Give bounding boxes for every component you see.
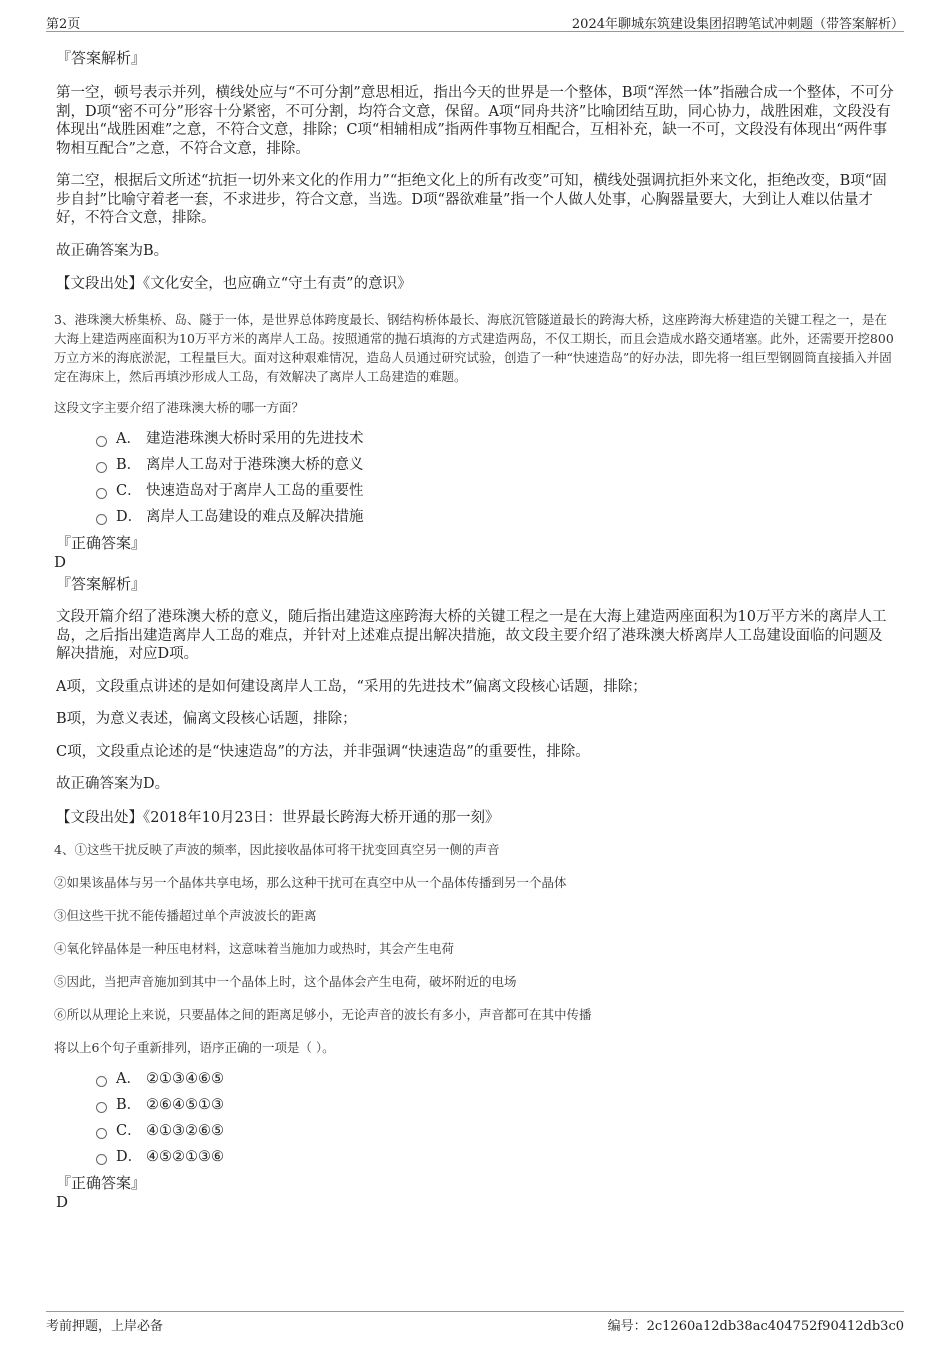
q4-question: 将以上6个句子重新排列，语序正确的一项是（ ）。 xyxy=(54,1039,335,1055)
q3-analysis-para-2: A项，文段重点讲述的是如何建设离岸人工岛，“采用的先进技术”偏离文段核心话题，排除； xyxy=(56,678,647,695)
page-number: 第2页 xyxy=(46,17,81,32)
page-footer xyxy=(46,1311,904,1335)
q4-sentence-5: ⑤因此，当把声音施加到其中一个晶体上时，这个晶体会产生电荷，破坏附近的电场 xyxy=(54,973,517,989)
q2-source: 【文段出处】《文化安全，也应确立“守土有责”的意识》 xyxy=(56,276,412,292)
radio-icon[interactable] xyxy=(96,1128,107,1139)
q3-option-d[interactable]: D． 离岸人工岛建设的难点及解决措施 xyxy=(96,507,896,533)
q4-option-c[interactable]: C． ④①③②⑥⑤ xyxy=(96,1121,896,1147)
q3-answer: D xyxy=(54,553,67,571)
document-id: 编号：2c1260a12db38ac404752f90412db3c0 xyxy=(607,1319,904,1334)
q3-option-b[interactable]: B． 离岸人工岛对于港珠澳大桥的意义 xyxy=(96,455,896,481)
q4-sentence-3: ③但这些干扰不能传播超过单个声波波长的距离 xyxy=(54,907,317,923)
q3-passage: 3、港珠澳大桥集桥、岛、隧于一体，是世界总体跨度最长、钢结构桥体最长、海底沉管隧道最长的跨海大桥，这座跨海大桥建造的关键工程之一，是在大海上建造两座面积为10万平方米的离岸人工岛。按照通常的抛石填海的方式建造两岛，不仅工期长，而且会造成水路交通堵塞。此外，还需要开挖800万立方米的海底淤泥，工程量巨大。面对这种艰难情况，造岛人员通过研究试验，创造了一种“快速造岛”的好办法，即先将一组巨型钢圆筒直接插入并固定在海床上，然后再填沙形成人工岛，有效解决了离岸人工岛建造的难题。 xyxy=(54,312,894,384)
q4-options xyxy=(96,1069,896,1173)
q4-sentence-2: ②如果该晶体与另一个晶体共享电场，那么这种干扰可在真空中从一个晶体传播到另一个晶体 xyxy=(54,874,567,890)
page-content xyxy=(56,44,896,1212)
q4-option-d[interactable]: D． ④⑤②①③⑥ xyxy=(96,1147,896,1173)
radio-icon[interactable] xyxy=(96,1102,107,1113)
q4-sentence-6: ⑥所以从理论上来说，只要晶体之间的距离足够小，无论声音的波长有多小，声音都可在其中传播 xyxy=(54,1006,592,1022)
q3-question: 这段文字主要介绍了港珠澳大桥的哪一方面？ xyxy=(54,400,305,415)
q4-sentence-1: 4、①这些干扰反映了声波的频率，因此接收晶体可将干扰变回真空另一侧的声音 xyxy=(54,841,500,857)
q4-option-a[interactable]: A． ②①③④⑥⑤ xyxy=(96,1069,896,1095)
radio-icon[interactable] xyxy=(96,462,107,473)
q4-sentence-4: ④氧化锌晶体是一种压电材料，这意味着当施加力或热时，其会产生电荷 xyxy=(54,940,455,956)
q3-source: 【文段出处】《2018年10月23日：世界最长跨海大桥开通的那一刻》 xyxy=(56,809,500,826)
radio-icon[interactable] xyxy=(96,488,107,499)
q2-analysis-label: 『答案解析』 xyxy=(56,49,147,67)
radio-icon[interactable] xyxy=(96,1076,107,1087)
q3-analysis-para-4: C项，文段重点论述的是“快速造岛”的方法，并非强调“快速造岛”的重要性，排除。 xyxy=(56,743,590,760)
radio-icon[interactable] xyxy=(96,1154,107,1165)
page-header xyxy=(46,10,904,32)
radio-icon[interactable] xyxy=(96,436,107,447)
q2-analysis-para-1: 第一空，顿号表示并列，横线处应与“不可分割”意思相近，指出今天的世界是一个整体，B项“浑然一体”指融合成一个整体，不可分割，D项“密不可分”形容十分紧密，不可分割，均符合文意，保留。A项“同舟共济”比喻团结互助，同心协力，战胜困难，文段没有体现出“战胜困难”之意，不符合文意，排除；C项“相辅相成”指两件事物互相配合，互相补充，缺一不可，文段没有体现出“两件事物相互配合”之意，不符合文意，排除。 xyxy=(56,85,894,157)
document-title: 2024年聊城东筑建设集团招聘笔试冲刺题（带答案解析） xyxy=(571,17,904,32)
q3-option-c[interactable]: C． 快速造岛对于离岸人工岛的重要性 xyxy=(96,481,896,507)
q4-answer-label: 『正确答案』 xyxy=(56,1173,147,1192)
q3-analysis-para-1: 文段开篇介绍了港珠澳大桥的意义，随后指出建造这座跨海大桥的关键工程之一是在大海上建造两座面积为10万平方米的离岸人工岛，之后指出建造离岸人工岛的难点，并针对上述难点提出解决措施，故文段主要介绍了港珠澳大桥离岸人工岛建设面临的问题及解决措施，对应D项。 xyxy=(56,609,887,662)
q4-answer: D xyxy=(56,1192,69,1211)
q3-analysis-label: 『答案解析』 xyxy=(56,575,147,593)
footer-slogan: 考前押题，上岸必备 xyxy=(46,1319,164,1334)
q3-answer-label: 『正确答案』 xyxy=(56,534,147,552)
q4-option-b[interactable]: B． ②⑥④⑤①③ xyxy=(96,1095,896,1121)
q3-conclusion: 故正确答案为D。 xyxy=(56,776,170,792)
q3-option-a[interactable]: A． 建造港珠澳大桥时采用的先进技术 xyxy=(96,429,896,455)
radio-icon[interactable] xyxy=(96,514,107,525)
q2-analysis-para-2: 第二空，根据后文所述“抗拒一切外来文化的作用力”“拒绝文化上的所有改变”可知，横线处强调抗拒外来文化，拒绝改变，B项“固步自封”比喻守着老一套，不求进步，符合文意，当选。D项“器欲难量”指一个人做人处事，心胸器量要大，大到让人难以估量才好，不符合文意，排除。 xyxy=(56,173,887,226)
q3-options xyxy=(96,429,896,533)
q2-conclusion: 故正确答案为B。 xyxy=(56,242,169,259)
q3-analysis-para-3: B项，为意义表述，偏离文段核心话题，排除； xyxy=(56,711,357,727)
